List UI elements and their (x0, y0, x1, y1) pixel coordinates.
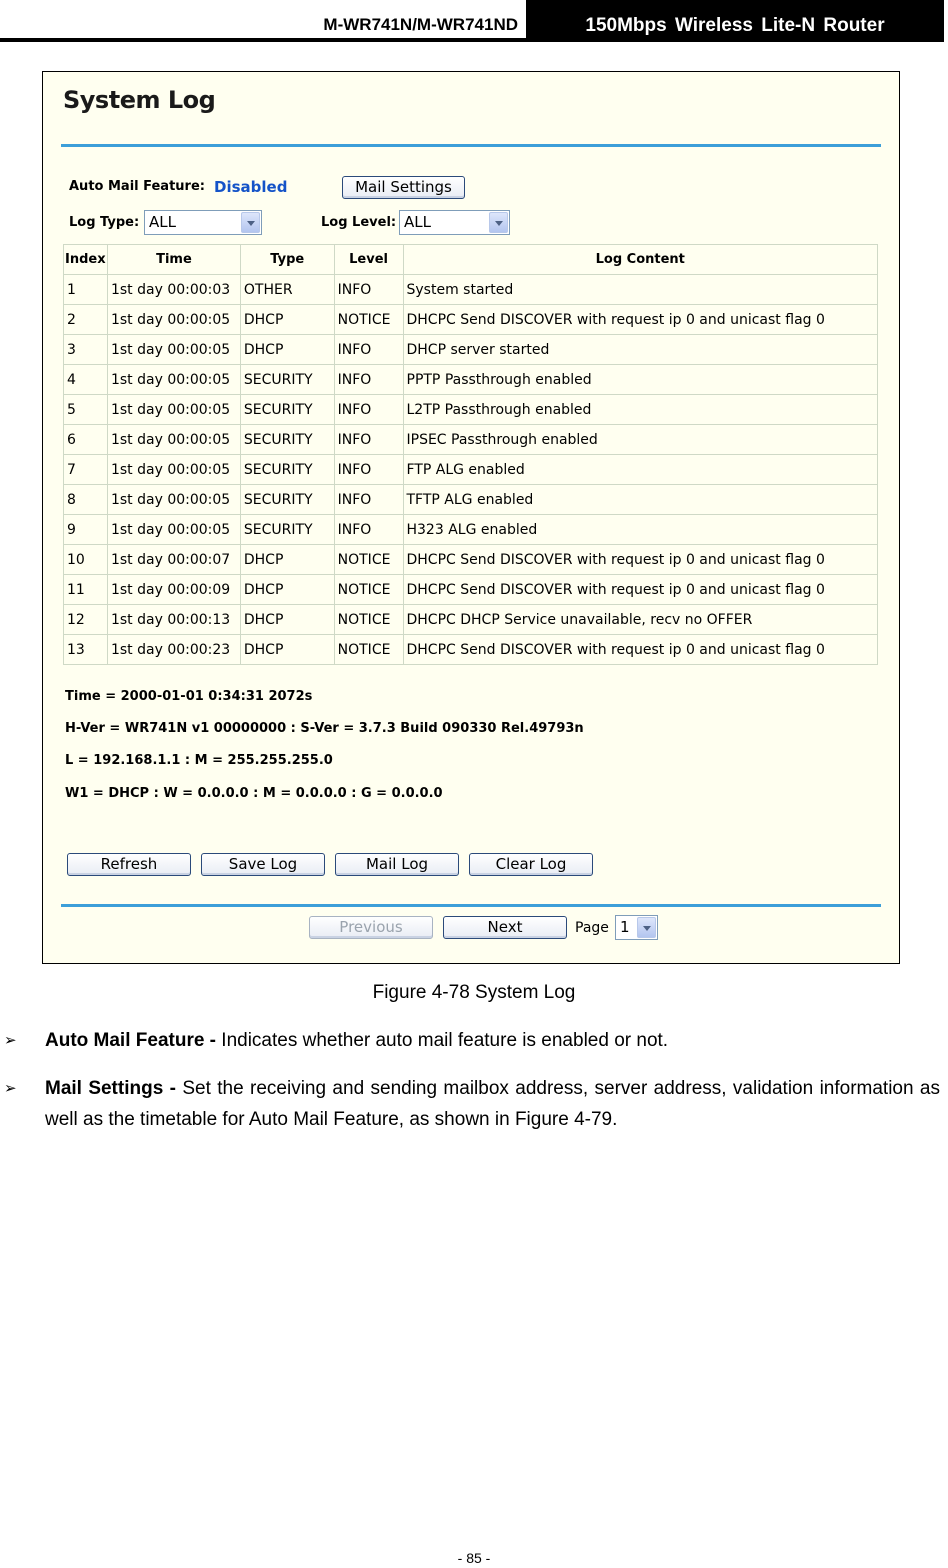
page-select[interactable] (615, 915, 658, 940)
cell-level: INFO (334, 395, 403, 425)
cell-time: 1st day 00:00:05 (107, 425, 240, 455)
info-version: H-Ver = WR741N v1 00000000 : S-Ver = 3.7.3 Build 090330 Rel.49793n (65, 721, 584, 736)
cell-log-content: FTP ALG enabled (403, 455, 878, 485)
cell-index: 1 (64, 275, 108, 305)
cell-log-content: DHCPC Send DISCOVER with request ip 0 and unicast flag 0 (403, 305, 878, 335)
chevron-down-icon[interactable] (489, 212, 508, 233)
bullet-mail-settings (45, 1073, 940, 1135)
cell-index: 12 (64, 605, 108, 635)
cell-level: NOTICE (334, 575, 403, 605)
table-row (64, 545, 878, 575)
cell-type: OTHER (240, 275, 334, 305)
log-table (63, 244, 878, 665)
log-type-label: Log Type: (69, 215, 140, 230)
cell-log-content: DHCPC Send DISCOVER with request ip 0 and unicast flag 0 (403, 635, 878, 665)
header-level: Level (334, 245, 403, 275)
clear-log-button[interactable]: Clear Log (469, 853, 593, 876)
bullet-term: Mail Settings - (45, 1078, 176, 1099)
cell-type: DHCP (240, 545, 334, 575)
cell-index: 4 (64, 365, 108, 395)
cell-type: DHCP (240, 605, 334, 635)
cell-type: SECURITY (240, 425, 334, 455)
cell-index: 10 (64, 545, 108, 575)
cell-log-content: DHCP server started (403, 335, 878, 365)
cell-time: 1st day 00:00:07 (107, 545, 240, 575)
header-underline (0, 38, 526, 42)
mail-log-button[interactable]: Mail Log (335, 853, 459, 876)
cell-type: DHCP (240, 575, 334, 605)
cell-type: DHCP (240, 635, 334, 665)
header-product: 150Mbps Wireless Lite-N Router (526, 0, 944, 42)
table-row (64, 455, 878, 485)
cell-index: 2 (64, 305, 108, 335)
chevron-down-icon[interactable] (241, 212, 260, 233)
cell-log-content: DHCPC Send DISCOVER with request ip 0 and unicast flag 0 (403, 545, 878, 575)
table-row (64, 305, 878, 335)
table-row (64, 365, 878, 395)
log-type-value: ALL (149, 213, 176, 231)
header-gap (944, 0, 948, 42)
previous-button[interactable]: Previous (309, 916, 433, 939)
system-log-screenshot (42, 71, 900, 964)
cell-time: 1st day 00:00:05 (107, 365, 240, 395)
cell-type: SECURITY (240, 455, 334, 485)
cell-level: INFO (334, 275, 403, 305)
cell-log-content: H323 ALG enabled (403, 515, 878, 545)
page-value: 1 (620, 918, 630, 936)
header-index: Index (64, 245, 108, 275)
cell-time: 1st day 00:00:09 (107, 575, 240, 605)
chevron-down-icon[interactable] (637, 917, 656, 938)
cell-log-content: DHCPC Send DISCOVER with request ip 0 and unicast flag 0 (403, 575, 878, 605)
panel-title: System Log (63, 86, 216, 114)
save-log-button[interactable]: Save Log (201, 853, 325, 876)
log-type-select[interactable] (144, 210, 262, 235)
log-level-value: ALL (404, 213, 431, 231)
page-label: Page (575, 920, 609, 936)
arrow-bullet-icon: ➢ (4, 1032, 17, 1049)
header-type: Type (240, 245, 334, 275)
cell-index: 5 (64, 395, 108, 425)
cell-type: SECURITY (240, 365, 334, 395)
cell-index: 3 (64, 335, 108, 365)
cell-index: 7 (64, 455, 108, 485)
cell-type: SECURITY (240, 395, 334, 425)
table-row (64, 515, 878, 545)
cell-level: INFO (334, 485, 403, 515)
cell-level: NOTICE (334, 605, 403, 635)
bullet-text: Indicates whether auto mail feature is enabled or not. (216, 1030, 669, 1051)
header-time: Time (107, 245, 240, 275)
cell-index: 6 (64, 425, 108, 455)
header-log-content: Log Content (403, 245, 878, 275)
cell-time: 1st day 00:00:13 (107, 605, 240, 635)
table-header-row (64, 245, 878, 275)
cell-level: INFO (334, 335, 403, 365)
cell-time: 1st day 00:00:05 (107, 395, 240, 425)
cell-level: NOTICE (334, 635, 403, 665)
cell-time: 1st day 00:00:05 (107, 335, 240, 365)
cell-index: 8 (64, 485, 108, 515)
cell-time: 1st day 00:00:05 (107, 455, 240, 485)
log-level-select[interactable] (399, 210, 510, 235)
cell-type: DHCP (240, 335, 334, 365)
auto-mail-label: Auto Mail Feature: (69, 179, 205, 194)
cell-log-content: L2TP Passthrough enabled (403, 395, 878, 425)
log-level-label: Log Level: (321, 215, 397, 230)
cell-log-content: System started (403, 275, 878, 305)
info-time: Time = 2000-01-01 0:34:31 2072s (65, 689, 313, 704)
cell-log-content: IPSEC Passthrough enabled (403, 425, 878, 455)
bottom-divider (61, 904, 881, 907)
refresh-button[interactable]: Refresh (67, 853, 191, 876)
bullet-auto-mail (45, 1025, 940, 1056)
cell-level: INFO (334, 455, 403, 485)
cell-log-content: DHCPC DHCP Service unavailable, recv no OFFER (403, 605, 878, 635)
cell-log-content: PPTP Passthrough enabled (403, 365, 878, 395)
table-row (64, 575, 878, 605)
cell-type: DHCP (240, 305, 334, 335)
cell-index: 11 (64, 575, 108, 605)
bullet-term: Auto Mail Feature - (45, 1030, 217, 1051)
cell-index: 13 (64, 635, 108, 665)
cell-time: 1st day 00:00:23 (107, 635, 240, 665)
info-wan: W1 = DHCP : W = 0.0.0.0 : M = 0.0.0.0 : G = 0.0.0.0 (65, 786, 443, 801)
cell-level: INFO (334, 425, 403, 455)
cell-time: 1st day 00:00:05 (107, 485, 240, 515)
table-row (64, 485, 878, 515)
bullet-text: Set the receiving and sending mailbox address, server address, validation information as well as the timetable for Auto Mail Feature, as shown in Figure 4-79. (45, 1078, 940, 1130)
header-model: M-WR741N/M-WR741ND (323, 15, 518, 34)
cell-level: INFO (334, 515, 403, 545)
cell-type: SECURITY (240, 515, 334, 545)
cell-time: 1st day 00:00:05 (107, 305, 240, 335)
figure-caption: Figure 4-78 System Log (372, 982, 576, 1003)
auto-mail-status: Disabled (214, 178, 288, 196)
cell-log-content: TFTP ALG enabled (403, 485, 878, 515)
table-row (64, 275, 878, 305)
cell-index: 9 (64, 515, 108, 545)
arrow-bullet-icon: ➢ (4, 1080, 17, 1097)
table-row (64, 605, 878, 635)
table-row (64, 635, 878, 665)
cell-time: 1st day 00:00:03 (107, 275, 240, 305)
cell-time: 1st day 00:00:05 (107, 515, 240, 545)
cell-level: INFO (334, 365, 403, 395)
info-lan: L = 192.168.1.1 : M = 255.255.255.0 (65, 753, 333, 768)
top-divider (61, 144, 881, 147)
page-number: - 85 - (457, 1550, 491, 1566)
table-row (64, 425, 878, 455)
cell-level: NOTICE (334, 305, 403, 335)
table-row (64, 335, 878, 365)
next-button[interactable]: Next (443, 916, 567, 939)
cell-level: NOTICE (334, 545, 403, 575)
mail-settings-button[interactable]: Mail Settings (342, 176, 465, 199)
table-row (64, 395, 878, 425)
cell-type: SECURITY (240, 485, 334, 515)
